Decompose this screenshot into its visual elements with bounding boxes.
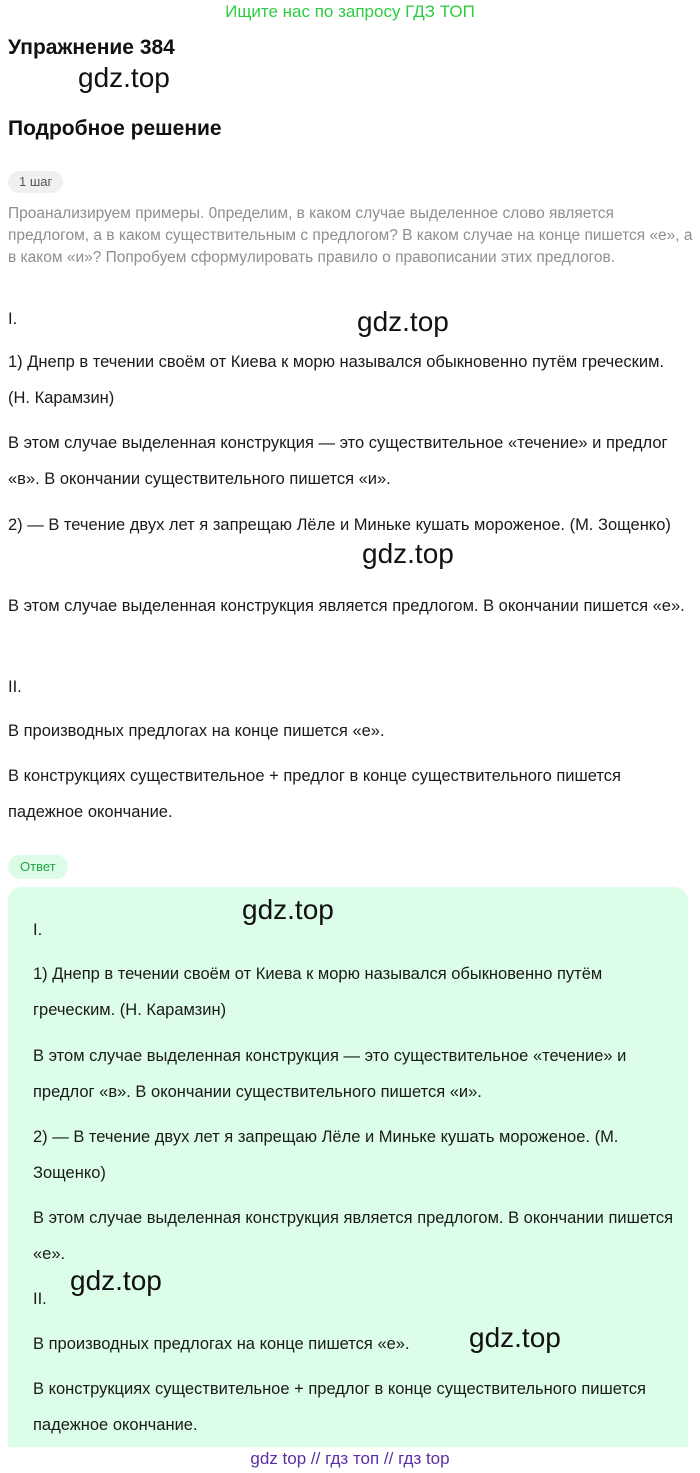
solution-paragraph: В этом случае выделенная конструкция является предлогом. В окончании пишется «е». [8,597,685,615]
watermark: gdz.top [469,1322,561,1353]
answer-paragraph: В производных предлогах на конце пишется «е». [33,1335,410,1353]
answer-paragraph: 2) — В течение двух лет я запрещаю Лёле и Миньке кушать мороженое. (М. Зощенко) [33,1128,619,1182]
watermark: gdz.top [70,1265,162,1296]
watermark: gdz.top [242,894,334,925]
answer-paragraph: В конструкциях существительное + предлог в конце существительного пишется падежное окончание. [33,1380,646,1434]
watermark: gdz.top [78,62,170,93]
solution-paragraph: I. [8,310,18,328]
watermark: gdz.top [362,538,454,569]
top-banner-link[interactable]: Ищите нас по запросу ГДЗ ТОП [225,2,475,21]
watermark: gdz.top [357,306,449,337]
solution-paragraph: 2) — В течение двух лет я запрещаю Лёле и Миньке кушать мороженое. (М. Зощенко) [8,516,671,534]
step-badge: 1 шаг [8,171,63,193]
answer-paragraph: 1) Днепр в течении своём от Киева к морю назывался обыкновенно путём греческим. (Н. Карамзин) [33,965,603,1019]
answer-paragraph: В этом случае выделенная конструкция является предлогом. В окончании пишется «е». [33,1209,674,1263]
section-title: Подробное решение [8,117,222,140]
answer-paragraph: II. [33,1290,47,1308]
solution-paragraph: II. [8,678,22,696]
footer-links[interactable]: gdz top // гдз топ // гдз top [250,1449,450,1468]
answer-paragraph: В этом случае выделенная конструкция — это существительное «течение» и предлог «в». В окончании существительного пишется «и». [33,1047,627,1101]
exercise-title: Упражнение 384 [8,36,175,59]
answer-badge: Ответ [8,855,68,879]
intro-text: Проанализируем примеры. 0пределим, в каком случае выделенное слово является предлогом, а в каком существительным с предлогом? В каком случае на конце пишется «е», а в каком «и»? Попробуем сформулировать правило о правописании этих предлогов. [8,205,693,266]
solution-paragraph: В конструкциях существительное + предлог в конце существительного пишется падежное окончание. [8,767,621,821]
solution-paragraph: 1) Днепр в течении своём от Киева к морю назывался обыкновенно путём греческим. (Н. Карамзин) [8,353,665,407]
answer-paragraph: I. [33,921,43,939]
solution-paragraph: В этом случае выделенная конструкция — это существительное «течение» и предлог «в». В окончании существительного пишется «и». [8,434,668,488]
solution-paragraph: В производных предлогах на конце пишется «е». [8,722,385,740]
